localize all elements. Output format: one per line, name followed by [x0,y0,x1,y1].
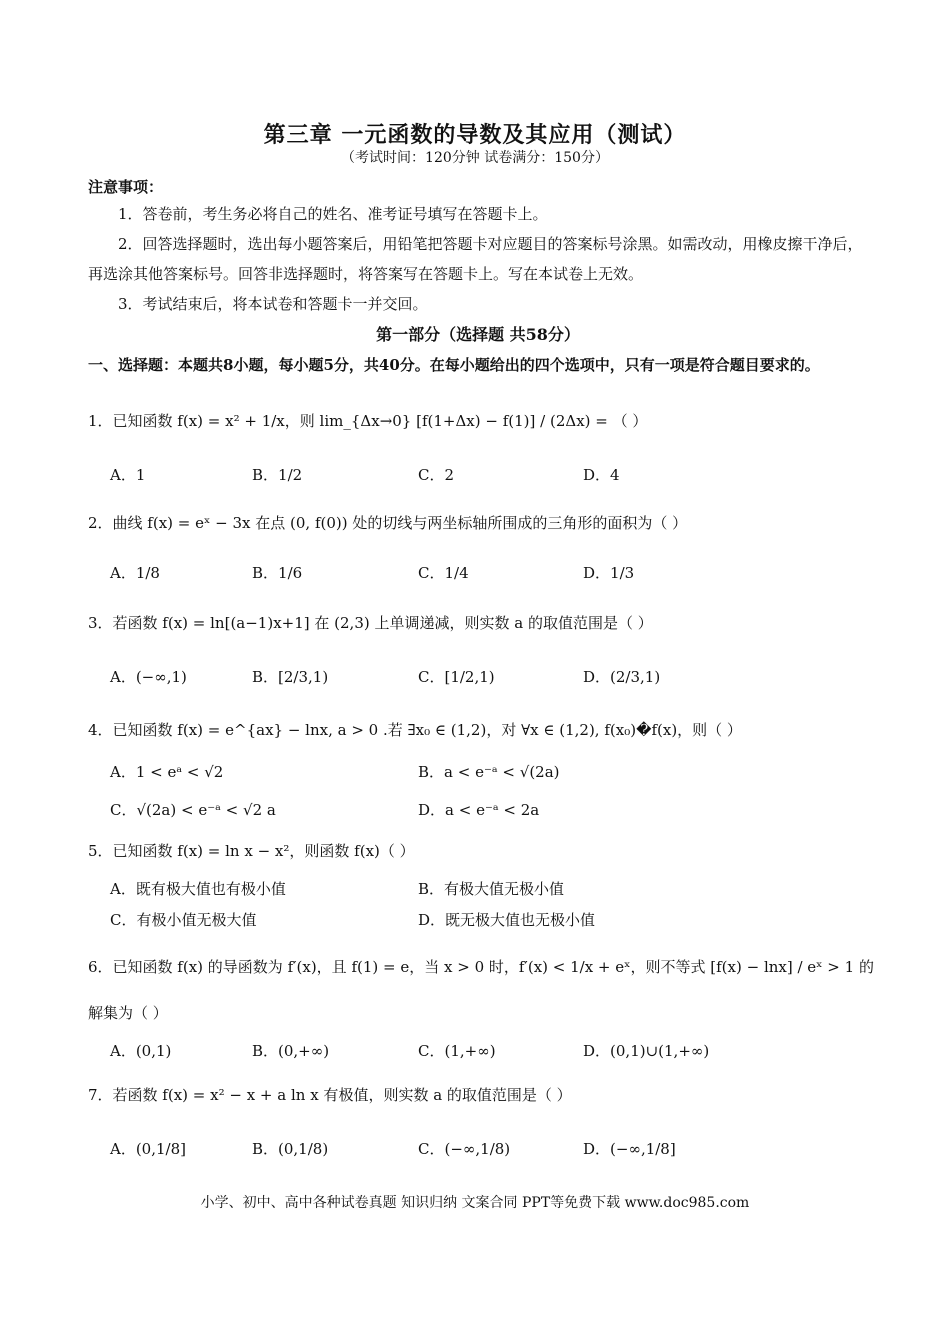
question-5-option-d: D．既无极大值也无极小值 [418,911,596,929]
question-3-option-c: C．[1/2,1) [418,668,495,686]
question-6-option-c: C．(1,+∞) [418,1042,496,1060]
question-4-option-a: A．1 < eᵃ < √2 [110,763,224,781]
question-5-option-b: B．有极大值无极小值 [418,880,565,898]
question-2-option-b: B．1/6 [252,564,303,582]
part-heading: 第一部分（选择题 共58分） [376,325,580,344]
exam-info: （考试时间：120分钟 试卷满分：150分） [341,150,609,166]
page-title: 第三章 一元函数的导数及其应用（测试） [263,122,687,148]
question-4-option-b: B．a < e⁻ᵃ < √(2a) [418,763,560,781]
notice-item-1: 1．答卷前，考生务必将自己的姓名、准考证号填写在答题卡上。 [118,205,548,223]
question-6-option-a: A．(0,1) [110,1042,172,1060]
question-6-option-d: D．(0,1)∪(1,+∞) [583,1042,710,1060]
section-heading: 一、选择题：本题共8小题，每小题5分，共40分。在每小题给出的四个选项中，只有一项是符合题目要求的。 [88,356,820,374]
question-3-stem: 3．若函数 f(x) = ln[(a−1)x+1] 在 (2,3) 上单调递减，则实数 a 的取值范围是（ ） [88,614,653,632]
question-4-stem: 4．已知函数 f(x) = e^{ax} − lnx, a > 0 .若 ∃x₀ ∈ (1,2)，对 ∀x ∈ (1,2), f(x₀)�f(x)，则（ ） [88,721,742,739]
question-4-option-c: C．√(2a) < e⁻ᵃ < √2 a [110,801,276,819]
question-7-option-c: C．(−∞,1/8) [418,1140,511,1158]
notice-item-3: 3．考试结束后，将本试卷和答题卡一并交回。 [118,295,428,313]
question-5-option-c: C．有极小值无极大值 [110,911,257,929]
question-1-option-d: D．4 [583,466,620,484]
question-3-option-d: D．(2/3,1) [583,668,661,686]
question-7-stem: 7．若函数 f(x) = x² − x + a ln x 有极值，则实数 a 的取值范围是（ ） [88,1086,572,1104]
question-7-option-a: A．(0,1/8] [110,1140,186,1158]
question-2-option-a: A．1/8 [110,564,160,582]
question-1-option-c: C．2 [418,466,455,484]
question-6-stem: 6．已知函数 f(x) 的导函数为 f′(x)，且 f(1) = e，当 x > 0 时，f′(x) < 1/x + eˣ，则不等式 [f(x) − lnx] / eˣ > 1 的 [88,958,874,976]
question-3-option-b: B．[2/3,1) [252,668,329,686]
page-footer: 小学、初中、高中各种试卷真题 知识归纳 文案合同 PPT等免费下载 www.doc985.com [200,1195,750,1211]
question-5-stem: 5．已知函数 f(x) = ln x − x²，则函数 f(x)（ ） [88,842,415,860]
question-6-stem-continued: 解集为（ ） [88,1004,168,1022]
question-1-option-a: A．1 [110,466,146,484]
question-1-stem: 1．已知函数 f(x) = x² + 1/x，则 lim_{Δx→0} [f(1+Δx) − f(1)] / (2Δx) = （ ） [88,412,648,430]
question-7-option-b: B．(0,1/8) [252,1140,329,1158]
question-6-option-b: B．(0,+∞) [252,1042,330,1060]
question-7-option-d: D．(−∞,1/8] [583,1140,676,1158]
question-4-option-d: D．a < e⁻ᵃ < 2a [418,801,540,819]
question-2-option-d: D．1/3 [583,564,635,582]
notice-item-2: 2．回答选择题时，选出每小题答案后，用铅笔把答题卡对应题目的答案标号涂黑。如需改动，用橡皮擦干净后，再选涂其他答案标号。回答非选择题时，将答案写在答题卡上。写在本试卷上无效。 [88,235,863,283]
question-2-stem: 2．曲线 f(x) = eˣ − 3x 在点 (0, f(0)) 处的切线与两坐标轴所围成的三角形的面积为（ ） [88,514,688,532]
notice-heading: 注意事项： [88,178,164,196]
question-2-option-c: C．1/4 [418,564,469,582]
question-5-option-a: A．既有极大值也有极小值 [110,880,286,898]
question-3-option-a: A．(−∞,1) [110,668,187,686]
question-1-option-b: B．1/2 [252,466,303,484]
